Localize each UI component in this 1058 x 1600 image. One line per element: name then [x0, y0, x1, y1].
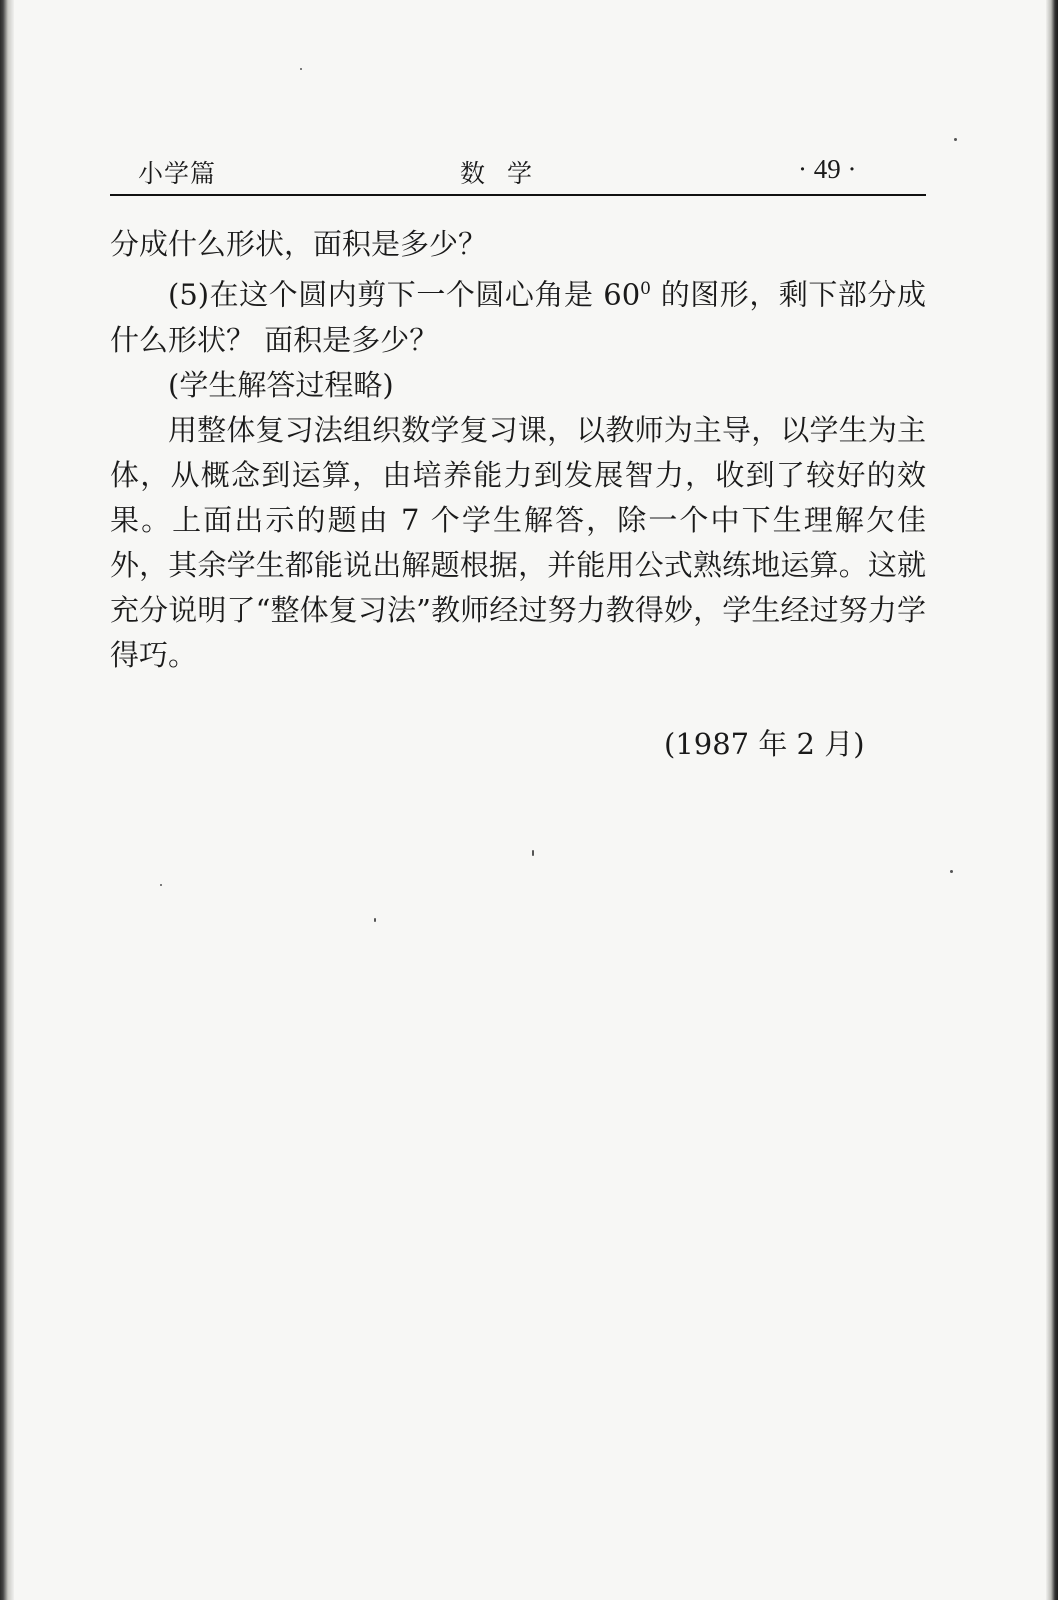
paragraph-2 — [110, 267, 926, 363]
body-text — [110, 222, 926, 678]
scan-speck — [300, 68, 302, 70]
scan-right-edge — [1046, 0, 1058, 1600]
page-number: · 49 · — [798, 154, 857, 184]
subject-title: 数学 — [460, 159, 555, 188]
paragraph-4: 用整体复习法组织数学复习课，以教师为主导，以学生为主体，从概念到运算，由培养能力到发展智力，收到了较好的效果。上面出示的题由 7 个学生解答，除一个中下生理解欠佳外，其余学生都能说出解题根据，并能用公式熟练地运算。这就充分说明了“整体复习法”教师经过努力教得妙，学生经过努力学得巧。 — [110, 412, 926, 672]
paragraph-1: 分成什么形状，面积是多少？ — [110, 227, 488, 261]
section-label: 小学篇 — [138, 159, 217, 188]
question-5-rest: 的图形，剩下部分成什么形状？ 面积是多少？ — [110, 277, 926, 357]
scan-left-edge — [0, 0, 14, 1600]
scan-speck — [160, 884, 162, 886]
running-header — [110, 150, 922, 190]
scan-speck — [532, 850, 534, 856]
date-note: (1987 年 2 月) — [664, 727, 865, 761]
header-rule — [110, 194, 926, 196]
scan-speck — [374, 918, 376, 922]
superscript-zero: 0 — [640, 279, 651, 299]
scan-speck — [950, 870, 953, 873]
paragraph-3: (学生解答过程略) — [168, 367, 394, 402]
question-5-text: (5)在这个圆内剪下一个圆心角是 60 — [168, 277, 641, 312]
scan-speck — [954, 138, 957, 141]
